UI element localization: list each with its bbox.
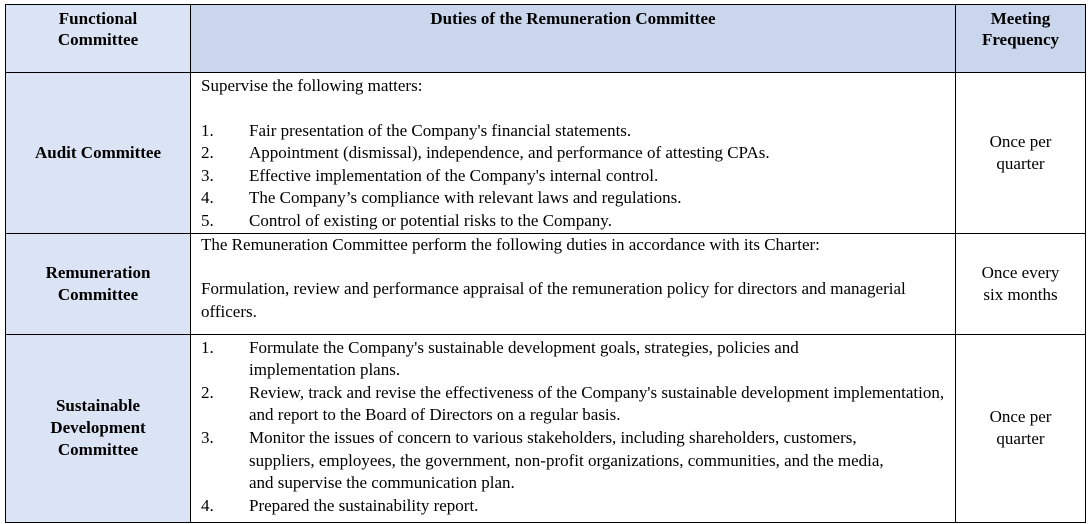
table-row [6,233,1086,334]
table-row [6,73,1086,234]
header-meeting-frequency: Meeting Frequency [956,5,1086,73]
item-text: Monitor the issues of concern to various stakeholders, including shareholders, customers, suppliers, employees, the government, non-profit organizations, communities, and the media, and supervise the communication plan. [249,427,884,493]
item-text: Fair presentation of the Company's financial statements. [249,120,632,140]
item-text: Appointment (dismissal), independence, and performance of attesting CPAs. [249,143,770,163]
duties-intro: Supervise the following matters: [201,76,423,95]
item-text: Review, track and revise the effectiveness of the Company's sustainable development implementation, and report to the Board of Directors on a regular basis. [249,382,945,425]
duties-body: Formulation, review and performance appraisal of the remuneration policy for directors and managerial officers. [201,279,906,321]
committee-name: Remuneration Committee [6,233,191,334]
item-text: The Company’s compliance with relevant laws and regulations. [249,188,682,208]
header-functional-committee: Functional Committee [6,5,191,73]
item-number: 2. [201,143,214,163]
duties-cell [191,334,956,522]
list-item [201,210,947,233]
duties-intro: The Remuneration Committee perform the following duties in accordance with its Charter: [201,234,820,254]
list-item [201,187,947,210]
committee-name: Sustainable Development Committee [6,334,191,522]
list-item [201,142,947,165]
header-duties: Duties of the Remuneration Committee [191,5,956,73]
item-number: 3. [201,165,214,185]
list-item [201,427,947,495]
item-number: 2. [201,382,214,402]
list-item [201,382,947,427]
item-number: 1. [201,120,214,140]
list-item [201,495,947,518]
duties-cell [191,233,956,334]
list-item [201,337,947,382]
duties-cell [191,73,956,234]
item-text: Control of existing or potential risks to the Company. [249,210,612,230]
meeting-frequency: Once per quarter [956,73,1086,234]
list-item [201,165,947,188]
header-row [6,5,1086,73]
item-number: 4. [201,188,214,208]
table-row [6,334,1086,522]
item-text: Effective implementation of the Company's internal control. [249,165,659,185]
meeting-frequency: Once per quarter [956,334,1086,522]
committee-name: Audit Committee [6,73,191,234]
item-number: 4. [201,495,214,515]
item-number: 3. [201,427,214,447]
meeting-frequency: Once every six months [956,233,1086,334]
item-number: 5. [201,210,214,230]
item-text: Formulate the Company's sustainable development goals, strategies, policies and implementation plans. [249,337,799,380]
list-item [201,120,947,143]
committee-table [5,4,1086,523]
item-number: 1. [201,337,214,357]
item-text: Prepared the sustainability report. [249,495,479,515]
duties-list [201,337,947,518]
duties-list [201,120,947,233]
